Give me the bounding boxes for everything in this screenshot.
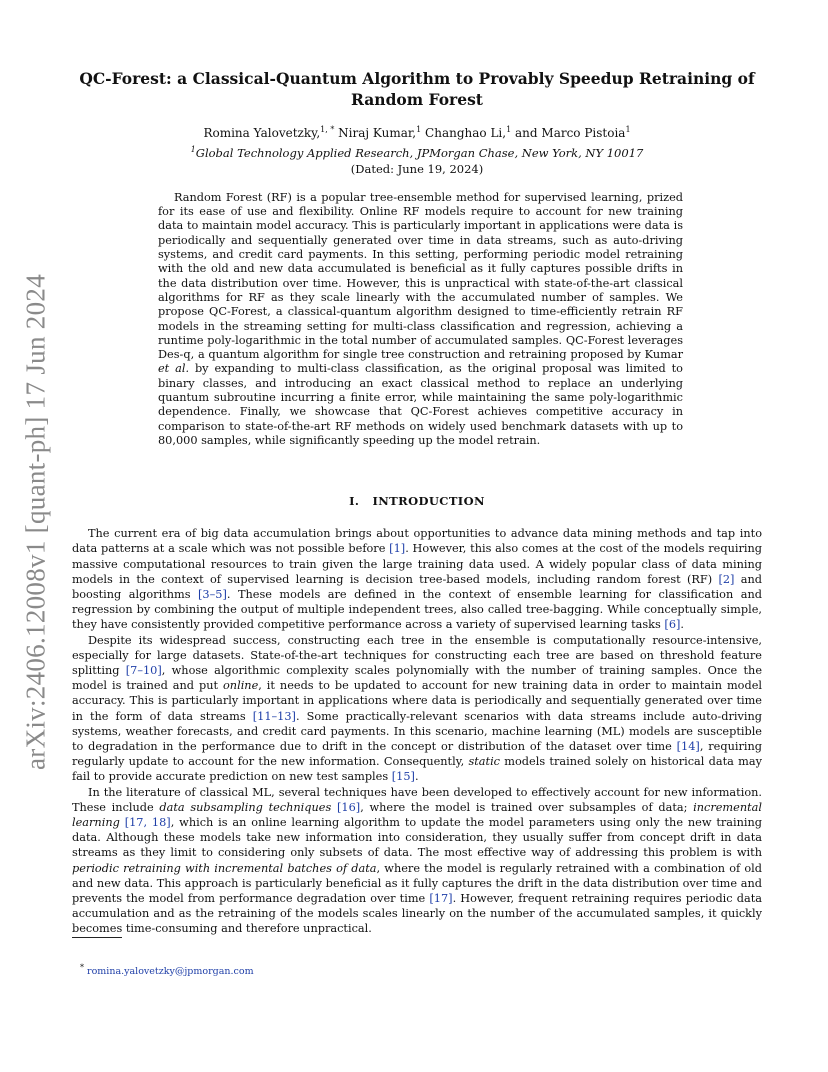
citation-link[interactable]: [2] bbox=[718, 572, 735, 586]
date-line: (Dated: June 19, 2024) bbox=[350, 161, 484, 176]
body-paragraph bbox=[72, 526, 762, 632]
author-name: Romina Yalovetzky, bbox=[203, 126, 321, 140]
section-heading bbox=[72, 494, 762, 508]
citation-link[interactable]: [17] bbox=[429, 892, 453, 906]
paragraph-text: , where the model is regularly retrained with a combination of old and new data. This approach is particularly beneficial as it fully captures the drift in the data distribution over time and prevents the model from performance degradation over time bbox=[72, 861, 762, 906]
body-paragraph bbox=[72, 633, 762, 785]
emphasis-text: data subsampling techniques bbox=[159, 800, 332, 814]
author-affiliation-mark: 1, * bbox=[320, 125, 335, 134]
author-name: Changhao Li, bbox=[425, 126, 507, 140]
footnote-divider bbox=[72, 937, 122, 938]
footnote-marker: * bbox=[80, 963, 84, 972]
abstract bbox=[158, 191, 683, 448]
citation-link[interactable]: [17, 18] bbox=[124, 816, 171, 830]
citation-link[interactable]: [11–13] bbox=[252, 709, 296, 723]
paragraph-text: . However, this also comes at the cost of the models requiring massive computational resources to train given the large training data used. A widely popular class of data mining models in the context of supervised learning is decision tree-based models, including random forest (RF) bbox=[72, 542, 762, 586]
author-name: Niraj Kumar, bbox=[338, 126, 417, 140]
abstract-emphasis: et al. bbox=[158, 362, 190, 376]
paragraph-text: , it needs to be updated to account for new training data in order to maintain model accuracy. This is particularly important in applications where data is periodically and sequentially generated over time in the form of data streams bbox=[72, 679, 762, 723]
paragraph-text: , where the model is trained over subsamples of data; bbox=[360, 800, 694, 814]
paragraph-text: and boosting algorithms bbox=[72, 572, 763, 601]
paragraph-text: , which is an online learning algorithm to update the model parameters using only the new training data. Although these models take new information into consideration, they usually suffer from concept drift in data streams as they limit to considering only subsets of data. The most effective way of addressing this problem is with bbox=[72, 816, 763, 860]
paragraph-text: Despite its widespread success, constructing each tree in the ensemble is computationally resource-intensive, especially for large datasets. State-of-the-art techniques for constructing each tree are based on threshold feature splitting bbox=[72, 633, 762, 677]
paragraph-text: . However, frequent retraining requires periodic data accumulation and as the retraining of the models scales linearly on the number of the accumulated samples, it quickly becomes time-consuming and therefore unpractical. bbox=[72, 892, 762, 936]
email-link[interactable]: romina.yalovetzky@jpmorgan.com bbox=[87, 966, 254, 978]
section-title: INTRODUCTION bbox=[372, 494, 485, 509]
emphasis-text: static bbox=[468, 755, 501, 769]
paragraph-text: In the literature of classical ML, several techniques have been developed to effectively account for new information. These include bbox=[72, 785, 762, 814]
author-name: Marco Pistoia bbox=[541, 126, 626, 140]
paragraph-text: models trained solely on historical data may fail to provide accurate prediction on new test samples bbox=[72, 755, 762, 784]
author-affiliation-mark: 1 bbox=[625, 125, 631, 134]
body-paragraph bbox=[72, 785, 762, 937]
emphasis-text: periodic retraining with incremental batches of data bbox=[72, 861, 377, 875]
paragraph-text: , requiring regularly update to account for the new information. Consequently, bbox=[72, 740, 762, 769]
arxiv-sidebar-stamp bbox=[20, 274, 52, 770]
arxiv-identifier: arXiv:2406.12008v1 [quant-ph] 17 Jun 2024 bbox=[20, 274, 51, 770]
citation-link[interactable]: [1] bbox=[389, 542, 406, 556]
paragraph-text: The current era of big data accumulation brings about opportunities to advance data mining methods and tap into data patterns at a scale which was not possible before bbox=[72, 527, 762, 556]
citation-link[interactable]: [15] bbox=[391, 770, 415, 784]
paragraph-text: . bbox=[414, 770, 419, 784]
footnote bbox=[80, 963, 254, 977]
author-affiliation-mark: 1 bbox=[416, 125, 422, 134]
section-number: I. bbox=[349, 494, 360, 509]
affiliation bbox=[72, 145, 762, 160]
citation-link[interactable]: [14] bbox=[676, 740, 700, 754]
paragraph-text: . Some practically-relevant scenarios with data streams include auto-driving systems, weather forecasts, and credit card payments. In this scenario, machine learning (ML) models are susceptible to degradation in the performance due to drift in the concept or distribution of the dataset over time bbox=[72, 709, 762, 754]
citation-link[interactable]: [3–5] bbox=[198, 587, 227, 601]
author-affiliation-mark: 1 bbox=[506, 125, 512, 134]
paper-page bbox=[72, 0, 762, 937]
emphasis-text: online bbox=[223, 679, 259, 693]
affiliation-text: Global Technology Applied Research, JPMorgan Chase, New York, NY 10017 bbox=[195, 145, 644, 160]
author-list bbox=[72, 125, 762, 140]
abstract-text: Random Forest (RF) is a popular tree-ensemble method for supervised learning, prized for its ease of use and flexibility. Online RF models require to account for new training data to maintain model accuracy. This is particularly important in applications were data is periodically and sequentially generated over time in data streams, such as auto-driving systems, and credit card payments. In this setting, performing periodic model retraining with the old and new data accumulated is beneficial as it fully captures possible drifts in the data distribution over time. However, this is unpractical with state-of-the-art classical algorithms for RF as they scale linearly with the accumulated number of samples. We propose QC-Forest, a classical-quantum algorithm designed to time-efficiently retrain RF models in the streaming setting for multi-class classification and regression, achieving a runtime poly-logarithmic in the total number of accumulated samples. QC-Forest leverages Des-q, a quantum algorithm for single tree construction and retraining proposed by Kumar bbox=[158, 190, 683, 362]
citation-link[interactable]: [16] bbox=[336, 800, 361, 814]
affiliation-mark: 1 bbox=[190, 145, 196, 154]
paper-title: QC-Forest: a Classical-Quantum Algorithm to Provably Speedup Retraining of Random Forest bbox=[79, 69, 755, 109]
citation-link[interactable]: [6] bbox=[664, 618, 681, 632]
paragraph-text: . bbox=[680, 618, 685, 632]
emphasis-text: incremental learning bbox=[72, 800, 762, 830]
citation-link[interactable]: [7–10] bbox=[125, 664, 162, 677]
author-conjunction: and bbox=[515, 126, 538, 140]
abstract-text: by expanding to multi-class classification, as the original proposal was limited to binary classes, and introducing an exact classical method to replace an underlying quantum subroutine incurring a finite error, while maintaining the same poly-logarithmic dependence. Finally, we showcase that QC-Forest achieves competitive accuracy in comparison to state-of-the-art RF methods on widely used benchmark datasets with up to 80,000 samples, while significantly speeding up the model retrain. bbox=[158, 362, 683, 447]
paragraph-text: , whose algorithmic complexity scales polynomially with the number of training samples. Once the model is trained and put bbox=[72, 664, 763, 693]
paragraph-text: . These models are defined in the context of ensemble learning for classification and regression by combining the output of multiple independent trees, also called tree-bagging. While conceptually simple, they have consistently provided competitive performance across a variety of supervised learning tasks bbox=[72, 587, 762, 632]
